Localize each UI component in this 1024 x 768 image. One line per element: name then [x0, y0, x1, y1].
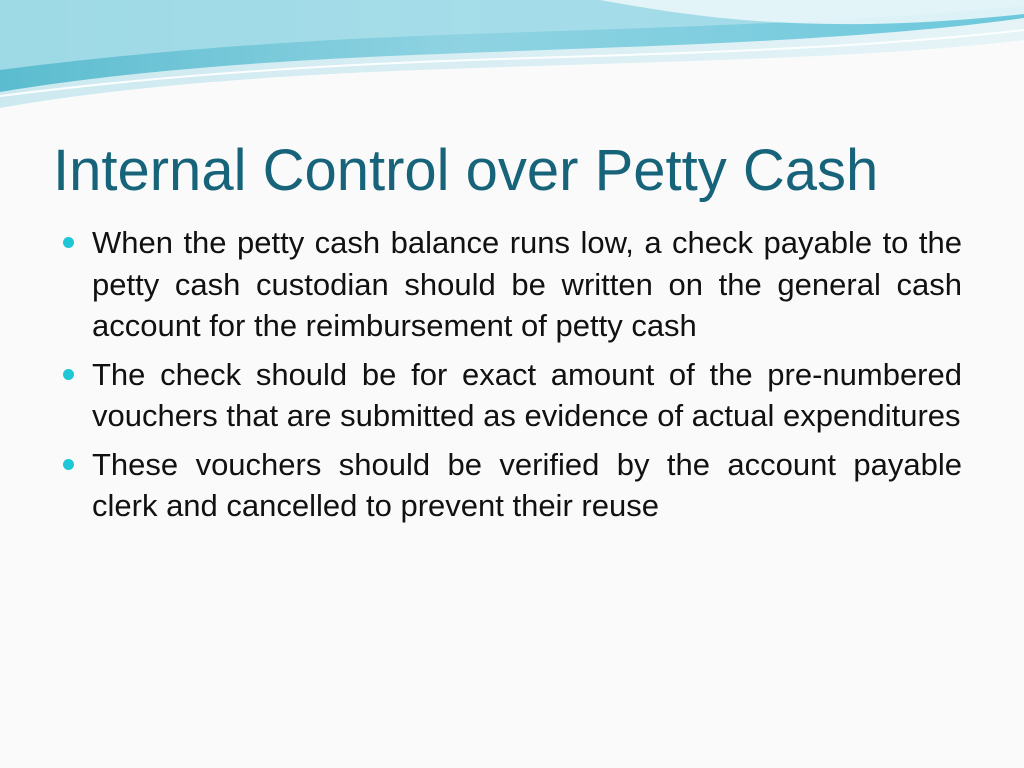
- bullet-list: [62, 222, 962, 534]
- decorative-wave-header: [0, 0, 1024, 120]
- bullet-dot-icon: [63, 237, 74, 248]
- bullet-text: The check should be for exact amount of the pre-numbered vouchers that are submitted as evidence of actual expenditures: [92, 356, 962, 433]
- bullet-item: [62, 444, 962, 527]
- bullet-text: These vouchers should be verified by the account payable clerk and cancelled to prevent their reuse: [92, 446, 962, 523]
- slide-title: Internal Control over Petty Cash: [53, 138, 879, 203]
- bullet-item: [62, 354, 962, 437]
- bullet-item: [62, 222, 962, 347]
- bullet-dot-icon: [63, 369, 74, 380]
- bullet-dot-icon: [63, 459, 74, 470]
- bullet-text: When the petty cash balance runs low, a check payable to the petty cash custodian should be written on the general cash account for the reimbursement of petty cash: [92, 225, 962, 343]
